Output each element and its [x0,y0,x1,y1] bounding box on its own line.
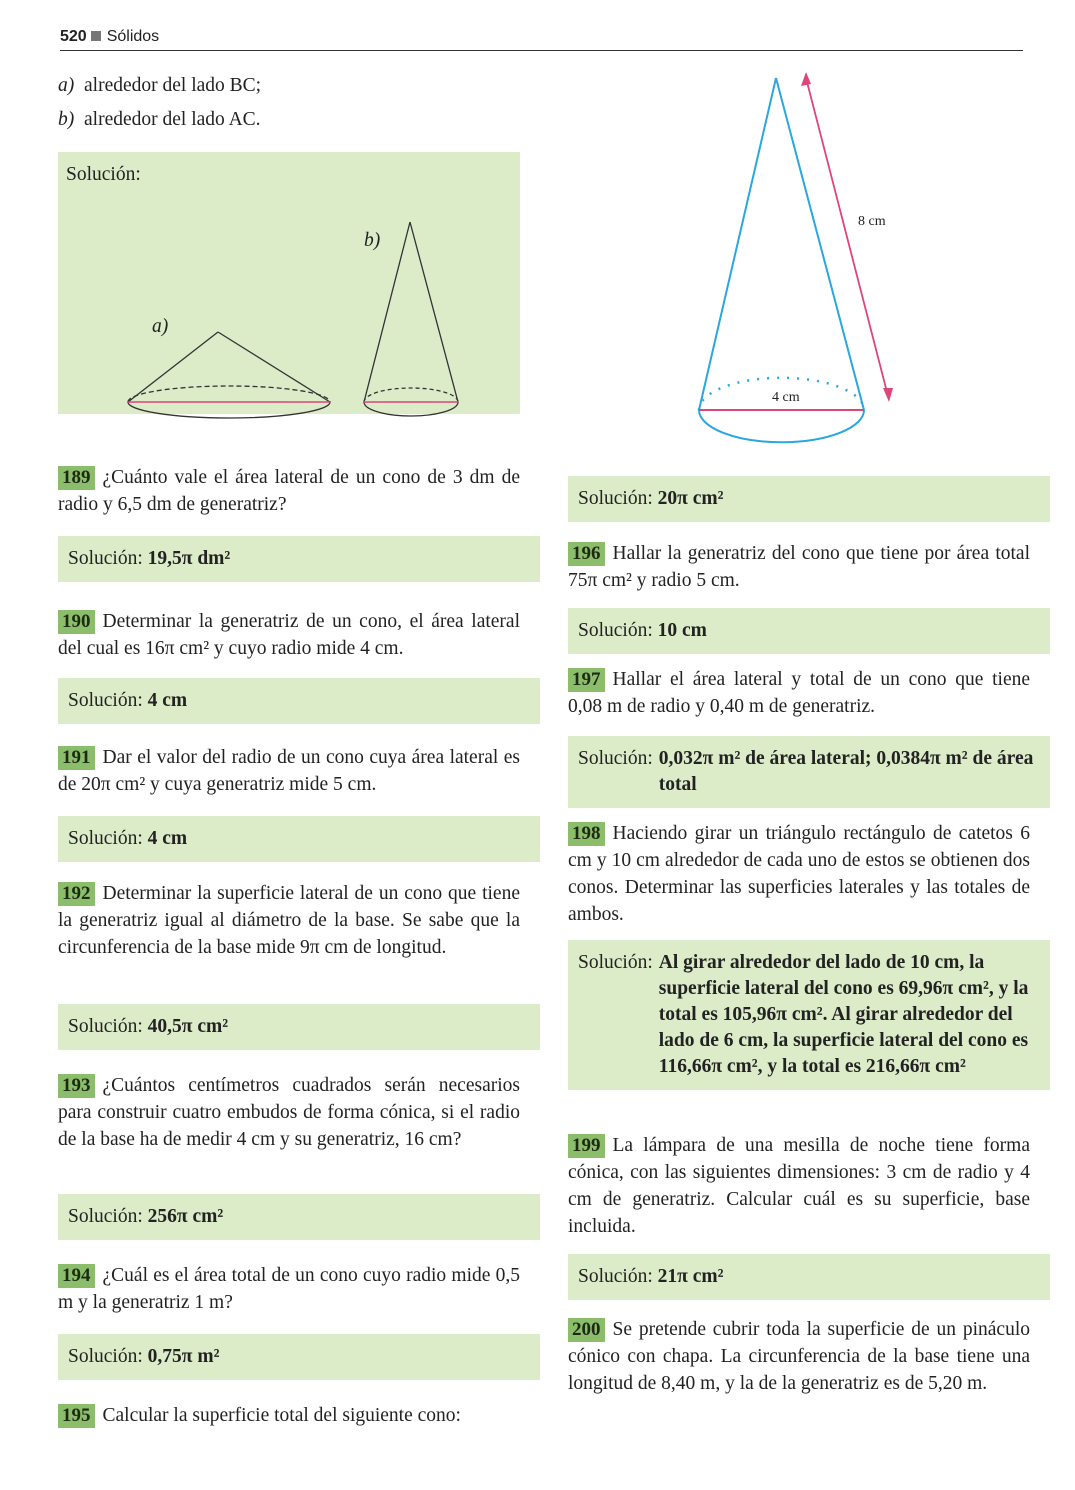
solution-value: 40,5π cm² [147,1016,229,1037]
problem-199 [568,1132,1030,1240]
solution-label: Solución: [68,548,143,569]
problem-192 [58,880,520,961]
solution-label: Solución: [68,1016,143,1037]
solution-194 [58,1334,540,1380]
problem-197 [568,666,1030,720]
problem-text: La lámpara de una mesilla de noche tiene forma cónica, con las siguientes dimensiones: 3 cm de radio y 4 cm de generatriz. Calcular cuál es su superficie, base incluida. [568,1135,1030,1237]
problem-number: 193 [58,1074,95,1098]
list-item [58,72,520,100]
solution-label: Solución: [578,952,653,973]
slant-height-label: 8 cm [858,214,886,229]
solution-195 [568,476,1050,522]
solution-190 [58,678,540,724]
problem-text: ¿Cuál es el área total de un cono cuyo radio mide 0,5 m y la generatriz 1 m? [58,1265,520,1313]
solution-value: 4 cm [147,828,188,849]
solution-row [578,950,1040,1080]
page-number: 520 [60,28,87,45]
cone-b-label: b) [364,230,381,251]
problem-195 [58,1402,520,1429]
problem-text: Determinar la superficie lateral de un cono que tiene la generatriz igual al diámetro de la base. Se sabe que la circunferencia de la base mide 9π cm de longitud. [58,883,520,958]
solution-label: Solución: [578,748,653,769]
problem-text: ¿Cuántos centímetros cuadrados serán necesarios para construir cuatro embudos de forma cónica, si el radio de la base ha de medir 4 cm y su generatriz, 16 cm? [58,1075,520,1150]
solution-197 [568,736,1050,808]
problem-200 [568,1316,1030,1397]
item-label: a) [58,75,75,96]
item-text: alrededor del lado AC. [84,109,261,130]
solution-198 [568,940,1050,1090]
problem-196 [568,540,1030,594]
problem-number: 197 [568,668,605,692]
square-bullet-icon [91,31,101,41]
solution-196 [568,608,1050,654]
problem-193 [58,1072,520,1153]
problem-number: 200 [568,1318,605,1342]
problem-198 [568,820,1030,928]
solution-value: 10 cm [657,620,707,641]
solution-value: 0,75π m² [147,1346,220,1367]
solution-199 [568,1254,1050,1300]
solution-label: Solución: [68,1206,143,1227]
problem-number: 198 [568,822,605,846]
item-label: b) [58,109,75,130]
problem-191 [58,744,520,798]
solution-value: 20π cm² [657,488,724,509]
problem-number: 195 [58,1404,95,1428]
problem-number: 189 [58,466,95,490]
solution-label: Solución: [66,164,141,185]
solution-value: Al girar alrededor del lado de 10 cm, la superficie lateral del cono es 69,96π cm², y la total es 105,96π cm². Al girar alrededor del lado de 6 cm, la superficie lateral del cono es 116,66π cm², y la total es 216,66π cm² [658,952,1029,1077]
problem-190 [58,608,520,662]
solution-value: 4 cm [147,690,188,711]
problem-text: Se pretende cubrir toda la superficie de un pináculo cónico con chapa. La circunferencia de la base tiene una longitud de 8,40 m, y la de la generatriz es de 5,20 m. [568,1319,1030,1394]
solution-value: 0,032π m² de área lateral; 0,0384π m² de área total [658,748,1034,795]
solution-label: Solución: [68,690,143,711]
problem-text: Haciendo girar un triángulo rectángulo de catetos 6 cm y 10 cm alrededor de cada uno de estos se obtienen dos conos. Determinar las superficies laterales y las totales de ambos. [568,823,1030,925]
problem-text: Hallar la generatriz del cono que tiene por área total 75π cm² y radio 5 cm. [568,543,1030,591]
intro-list [58,72,520,134]
problem-text: Determinar la generatriz de un cono, el área lateral del cual es 16π cm² y cuyo radio mide 4 cm. [58,611,520,659]
problem-189 [58,464,520,518]
solution-value: 256π cm² [147,1206,224,1227]
figure-solution-box [58,152,520,414]
cones-figure [66,182,506,422]
problem-number: 190 [58,610,95,634]
diameter-label: 4 cm [772,390,800,405]
problem-194 [58,1262,520,1316]
problem-number: 199 [568,1134,605,1158]
solution-192 [58,1004,540,1050]
list-item [58,106,520,134]
problem-text: Calcular la superficie total del siguiente cono: [102,1405,461,1426]
cone-a-label: a) [152,316,169,337]
solution-label: Solución: [68,828,143,849]
problem-text: Dar el valor del radio de un cono cuya área lateral es de 20π cm² y cuya generatriz mide 5 cm. [58,747,520,795]
solution-label: Solución: [68,1346,143,1367]
section-title: Sólidos [106,28,160,45]
solution-193 [58,1194,540,1240]
problem-number: 191 [58,746,95,770]
solution-label: Solución: [578,620,653,641]
problem-number: 196 [568,542,605,566]
problem-text: Hallar el área lateral y total de un cono que tiene 0,08 m de radio y 0,40 m de generatriz. [568,669,1030,717]
solution-value: 19,5π dm² [147,548,231,569]
solution-189 [58,536,540,582]
item-text: alrededor del lado BC; [84,75,262,96]
problem-text: ¿Cuánto vale el área lateral de un cono de 3 dm de radio y 6,5 dm de generatriz? [58,467,520,515]
solution-row [578,746,1040,798]
solution-label: Solución: [578,1266,653,1287]
problem-number: 192 [58,882,95,906]
page-header [60,28,1023,51]
solution-191 [58,816,540,862]
problem-number: 194 [58,1264,95,1288]
solution-label: Solución: [578,488,653,509]
solution-value: 21π cm² [657,1266,724,1287]
